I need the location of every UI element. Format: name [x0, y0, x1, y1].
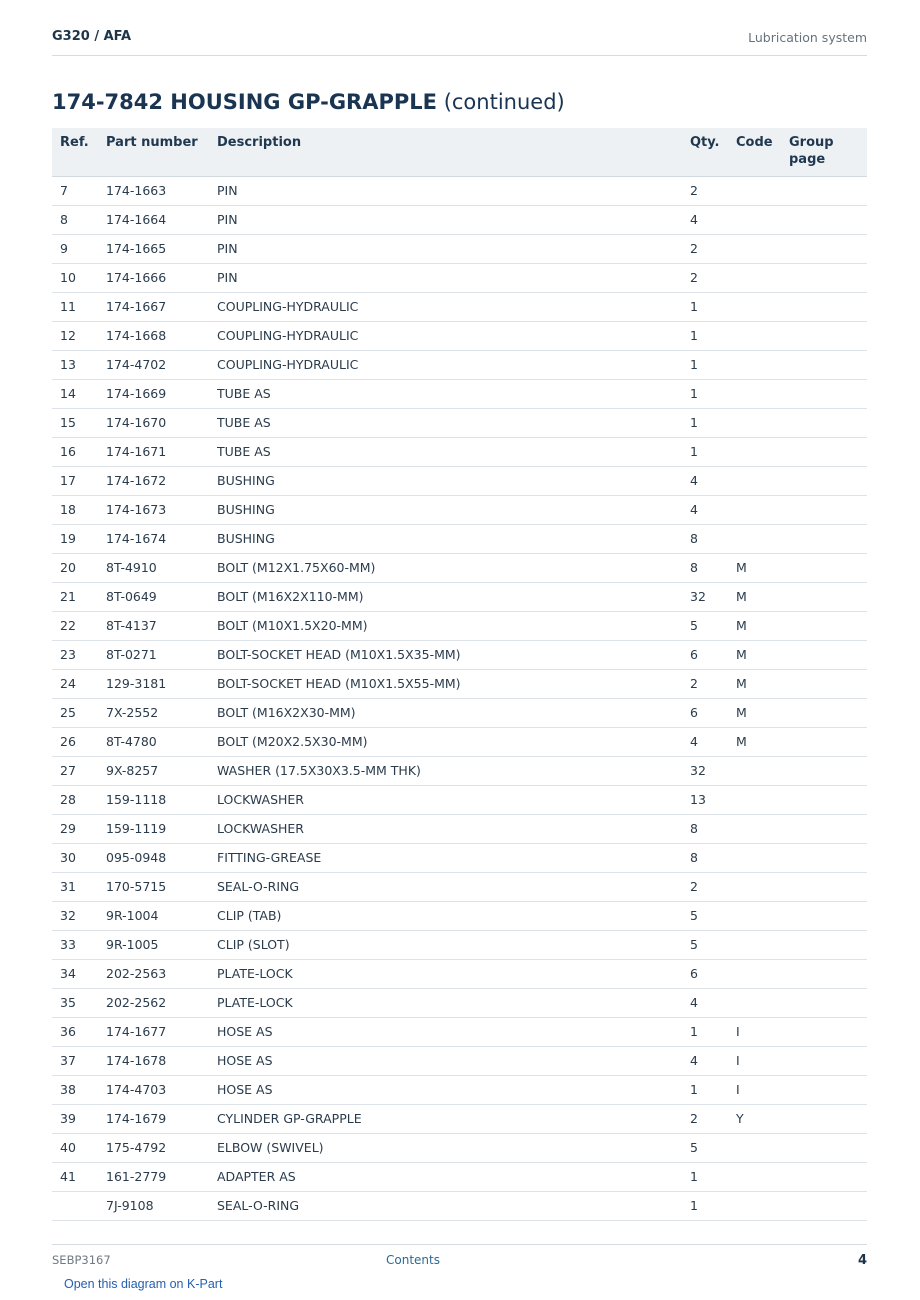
ref-cell: 12 — [52, 321, 106, 350]
part-number-cell: 7X-2552 — [106, 698, 217, 727]
qty-cell: 1 — [690, 1075, 736, 1104]
qty-cell: 6 — [690, 959, 736, 988]
part-number-cell: 8T-4910 — [106, 553, 217, 582]
qty-cell: 8 — [690, 553, 736, 582]
ref-cell: 8 — [52, 205, 106, 234]
code-cell — [736, 234, 789, 263]
group-page-cell — [789, 205, 867, 234]
description-cell: CYLINDER GP-GRAPPLE — [217, 1104, 690, 1133]
qty-cell: 5 — [690, 930, 736, 959]
ref-cell: 40 — [52, 1133, 106, 1162]
group-page-cell — [789, 176, 867, 205]
group-page-cell — [789, 321, 867, 350]
table-row — [52, 263, 867, 292]
qty-cell: 8 — [690, 524, 736, 553]
code-cell: I — [736, 1046, 789, 1075]
table-row — [52, 872, 867, 901]
part-number-cell: 174-1668 — [106, 321, 217, 350]
qty-cell: 8 — [690, 814, 736, 843]
table-row — [52, 1104, 867, 1133]
group-page-cell — [789, 234, 867, 263]
group-page-cell — [789, 988, 867, 1017]
code-cell: M — [736, 582, 789, 611]
part-number-cell: 175-4792 — [106, 1133, 217, 1162]
description-cell: BOLT-SOCKET HEAD (M10X1.5X35-MM) — [217, 640, 690, 669]
group-page-cell — [789, 350, 867, 379]
code-cell: I — [736, 1075, 789, 1104]
qty-cell: 1 — [690, 292, 736, 321]
column-header-qty — [690, 128, 736, 176]
description-cell: BUSHING — [217, 524, 690, 553]
description-cell: WASHER (17.5X30X3.5-MM THK) — [217, 756, 690, 785]
description-cell: LOCKWASHER — [217, 814, 690, 843]
column-header-ref: Ref. — [52, 128, 106, 176]
description-cell: PIN — [217, 205, 690, 234]
part-number-cell: 202-2563 — [106, 959, 217, 988]
description-cell: BUSHING — [217, 495, 690, 524]
ref-cell: 26 — [52, 727, 106, 756]
ref-cell: 11 — [52, 292, 106, 321]
group-page-cell — [789, 640, 867, 669]
description-cell: HOSE AS — [217, 1075, 690, 1104]
part-number-cell: 170-5715 — [106, 872, 217, 901]
code-cell — [736, 350, 789, 379]
part-number-cell: 9R-1004 — [106, 901, 217, 930]
group-page-cell — [789, 1191, 867, 1220]
ref-cell: 34 — [52, 959, 106, 988]
description-cell: TUBE AS — [217, 379, 690, 408]
part-number-cell: 174-1672 — [106, 466, 217, 495]
code-cell — [736, 205, 789, 234]
group-page-cell — [789, 379, 867, 408]
group-page-cell — [789, 756, 867, 785]
table-row — [52, 495, 867, 524]
column-header-group-page: Group page — [789, 128, 867, 176]
ref-cell: 30 — [52, 843, 106, 872]
part-number-cell: 174-4702 — [106, 350, 217, 379]
part-number-cell: 174-1670 — [106, 408, 217, 437]
table-row — [52, 234, 867, 263]
open-kpart-link[interactable]: Open this diagram on K-Part — [64, 1277, 223, 1291]
part-number-cell: 174-1669 — [106, 379, 217, 408]
ref-cell: 39 — [52, 1104, 106, 1133]
table-row — [52, 1133, 867, 1162]
page-number: 4 — [857, 1253, 867, 1268]
part-number-cell: 8T-0649 — [106, 582, 217, 611]
part-number-cell: 7J-9108 — [106, 1191, 217, 1220]
group-page-cell — [789, 901, 867, 930]
code-cell — [736, 959, 789, 988]
part-number-cell: 8T-4137 — [106, 611, 217, 640]
group-page-cell — [789, 959, 867, 988]
code-cell — [736, 1191, 789, 1220]
code-cell: Y — [736, 1104, 789, 1133]
parts-table — [52, 128, 867, 1221]
part-number-cell: 161-2779 — [106, 1162, 217, 1191]
table-row — [52, 1162, 867, 1191]
column-header-part-number: Part number — [106, 128, 217, 176]
group-page-cell — [789, 669, 867, 698]
qty-cell: 2 — [690, 234, 736, 263]
parts-table-body — [52, 176, 867, 1220]
group-page-cell — [789, 437, 867, 466]
description-cell: COUPLING-HYDRAULIC — [217, 350, 690, 379]
qty-cell: 2 — [690, 1104, 736, 1133]
ref-cell: 38 — [52, 1075, 106, 1104]
part-number-cell: 174-1671 — [106, 437, 217, 466]
code-cell — [736, 756, 789, 785]
qty-header-text: Qty. — [690, 135, 720, 150]
part-number-cell: 174-1674 — [106, 524, 217, 553]
code-cell — [736, 785, 789, 814]
ref-cell: 13 — [52, 350, 106, 379]
ref-cell: 21 — [52, 582, 106, 611]
description-cell: HOSE AS — [217, 1046, 690, 1075]
qty-cell: 6 — [690, 640, 736, 669]
table-row — [52, 205, 867, 234]
qty-cell: 6 — [690, 698, 736, 727]
code-cell — [736, 524, 789, 553]
table-row — [52, 727, 867, 756]
ref-cell: 35 — [52, 988, 106, 1017]
code-cell — [736, 466, 789, 495]
qty-cell: 1 — [690, 350, 736, 379]
group-page-cell — [789, 524, 867, 553]
table-header-row — [52, 128, 867, 176]
table-row — [52, 292, 867, 321]
ref-cell: 25 — [52, 698, 106, 727]
part-number-cell: 174-1673 — [106, 495, 217, 524]
table-row — [52, 1191, 867, 1220]
ref-cell: 29 — [52, 814, 106, 843]
group-page-cell — [789, 1104, 867, 1133]
code-cell — [736, 176, 789, 205]
code-cell — [736, 379, 789, 408]
page-footer — [52, 1244, 867, 1295]
description-cell: SEAL-O-RING — [217, 872, 690, 901]
ref-cell: 19 — [52, 524, 106, 553]
part-number-cell: 174-1665 — [106, 234, 217, 263]
description-cell: LOCKWASHER — [217, 785, 690, 814]
page-title — [52, 90, 565, 114]
qty-cell: 13 — [690, 785, 736, 814]
code-cell: M — [736, 669, 789, 698]
ref-cell: 18 — [52, 495, 106, 524]
group-page-cell — [789, 466, 867, 495]
part-number-cell: 174-1666 — [106, 263, 217, 292]
qty-cell: 5 — [690, 901, 736, 930]
part-number-cell: 202-2562 — [106, 988, 217, 1017]
table-row — [52, 408, 867, 437]
ref-cell — [52, 1191, 106, 1220]
table-row — [52, 1046, 867, 1075]
column-header-description: Description — [217, 128, 690, 176]
group-page-cell — [789, 553, 867, 582]
part-number-cell: 174-4703 — [106, 1075, 217, 1104]
table-row — [52, 785, 867, 814]
ref-cell: 28 — [52, 785, 106, 814]
column-header-code: Code — [736, 128, 789, 176]
part-number-cell: 8T-4780 — [106, 727, 217, 756]
part-number-cell: 174-1677 — [106, 1017, 217, 1046]
part-number-cell: 129-3181 — [106, 669, 217, 698]
description-cell: TUBE AS — [217, 437, 690, 466]
description-cell: BOLT (M12X1.75X60-MM) — [217, 553, 690, 582]
group-page-cell — [789, 1133, 867, 1162]
code-cell — [736, 988, 789, 1017]
code-cell — [736, 843, 789, 872]
code-cell: M — [736, 611, 789, 640]
code-cell — [736, 408, 789, 437]
description-cell: COUPLING-HYDRAULIC — [217, 321, 690, 350]
ref-cell: 24 — [52, 669, 106, 698]
description-cell: BOLT-SOCKET HEAD (M10X1.5X55-MM) — [217, 669, 690, 698]
group-page-cell — [789, 495, 867, 524]
qty-cell: 4 — [690, 1046, 736, 1075]
group-page-cell — [789, 1046, 867, 1075]
code-cell: M — [736, 553, 789, 582]
section-label: Lubrication system — [748, 30, 867, 45]
description-cell: PLATE-LOCK — [217, 988, 690, 1017]
table-row — [52, 321, 867, 350]
description-cell: BOLT (M16X2X30-MM) — [217, 698, 690, 727]
qty-cell: 4 — [690, 988, 736, 1017]
ref-cell: 9 — [52, 234, 106, 263]
qty-cell: 1 — [690, 437, 736, 466]
qty-cell: 4 — [690, 727, 736, 756]
ref-cell: 37 — [52, 1046, 106, 1075]
part-number-cell: 9R-1005 — [106, 930, 217, 959]
qty-cell: 5 — [690, 611, 736, 640]
table-row — [52, 843, 867, 872]
group-page-cell — [789, 582, 867, 611]
description-cell: CLIP (TAB) — [217, 901, 690, 930]
page-header — [52, 28, 867, 56]
ref-cell: 7 — [52, 176, 106, 205]
description-cell: PLATE-LOCK — [217, 959, 690, 988]
group-page-cell — [789, 1017, 867, 1046]
qty-cell: 4 — [690, 466, 736, 495]
table-row — [52, 582, 867, 611]
ref-cell: 17 — [52, 466, 106, 495]
code-cell: M — [736, 727, 789, 756]
description-cell: CLIP (SLOT) — [217, 930, 690, 959]
description-cell: ADAPTER AS — [217, 1162, 690, 1191]
part-number-cell: 8T-0271 — [106, 640, 217, 669]
description-cell: BOLT (M20X2.5X30-MM) — [217, 727, 690, 756]
description-cell: BOLT (M10X1.5X20-MM) — [217, 611, 690, 640]
part-number-cell: 095-0948 — [106, 843, 217, 872]
code-cell — [736, 321, 789, 350]
description-cell: BUSHING — [217, 466, 690, 495]
table-row — [52, 959, 867, 988]
ref-cell: 15 — [52, 408, 106, 437]
code-cell — [736, 292, 789, 321]
code-cell — [736, 437, 789, 466]
ref-cell: 31 — [52, 872, 106, 901]
description-cell: SEAL-O-RING — [217, 1191, 690, 1220]
qty-cell: 1 — [690, 379, 736, 408]
qty-cell: 8 — [690, 843, 736, 872]
code-cell — [736, 1133, 789, 1162]
qty-cell: 1 — [690, 1162, 736, 1191]
part-number-cell: 174-1664 — [106, 205, 217, 234]
qty-cell: 32 — [690, 582, 736, 611]
code-cell — [736, 901, 789, 930]
qty-cell: 2 — [690, 176, 736, 205]
group-page-cell — [789, 785, 867, 814]
description-cell: PIN — [217, 234, 690, 263]
description-cell: FITTING-GREASE — [217, 843, 690, 872]
qty-cell: 5 — [690, 1133, 736, 1162]
qty-cell: 4 — [690, 205, 736, 234]
code-cell — [736, 263, 789, 292]
ref-cell: 41 — [52, 1162, 106, 1191]
table-row — [52, 611, 867, 640]
group-page-cell — [789, 408, 867, 437]
qty-cell: 2 — [690, 263, 736, 292]
description-cell: PIN — [217, 176, 690, 205]
ref-cell: 27 — [52, 756, 106, 785]
group-page-cell — [789, 872, 867, 901]
qty-cell: 2 — [690, 872, 736, 901]
group-page-cell — [789, 292, 867, 321]
code-cell — [736, 872, 789, 901]
table-row — [52, 814, 867, 843]
ref-cell: 16 — [52, 437, 106, 466]
code-cell: I — [736, 1017, 789, 1046]
part-number-cell: 9X-8257 — [106, 756, 217, 785]
table-row — [52, 553, 867, 582]
part-number-cell: 159-1118 — [106, 785, 217, 814]
code-cell — [736, 1162, 789, 1191]
table-row — [52, 437, 867, 466]
part-number-cell: 174-1679 — [106, 1104, 217, 1133]
table-row — [52, 930, 867, 959]
group-page-cell — [789, 1162, 867, 1191]
table-row — [52, 466, 867, 495]
group-page-cell — [789, 727, 867, 756]
code-cell: M — [736, 640, 789, 669]
description-cell: ELBOW (SWIVEL) — [217, 1133, 690, 1162]
group-page-cell — [789, 263, 867, 292]
ref-cell: 32 — [52, 901, 106, 930]
table-row — [52, 901, 867, 930]
table-row — [52, 640, 867, 669]
code-cell — [736, 930, 789, 959]
continued-label: (continued) — [443, 90, 565, 114]
description-cell: HOSE AS — [217, 1017, 690, 1046]
model-label: G320 / AFA — [52, 29, 132, 44]
table-row — [52, 669, 867, 698]
ref-cell: 22 — [52, 611, 106, 640]
contents-link[interactable]: Contents — [386, 1253, 440, 1267]
part-number-cell: 174-1678 — [106, 1046, 217, 1075]
code-cell — [736, 495, 789, 524]
table-row — [52, 756, 867, 785]
ref-cell: 10 — [52, 263, 106, 292]
table-row — [52, 176, 867, 205]
ref-cell: 36 — [52, 1017, 106, 1046]
ref-cell: 33 — [52, 930, 106, 959]
qty-cell: 1 — [690, 408, 736, 437]
document-id: SEBP3167 — [52, 1253, 111, 1267]
description-cell: PIN — [217, 263, 690, 292]
qty-cell: 1 — [690, 321, 736, 350]
group-page-cell — [789, 1075, 867, 1104]
table-row — [52, 524, 867, 553]
ref-cell: 23 — [52, 640, 106, 669]
group-page-cell — [789, 843, 867, 872]
part-number-cell: 159-1119 — [106, 814, 217, 843]
assembly-title: 174-7842 HOUSING GP-GRAPPLE — [52, 90, 437, 114]
table-row — [52, 1017, 867, 1046]
description-cell: TUBE AS — [217, 408, 690, 437]
group-page-cell — [789, 930, 867, 959]
qty-cell: 2 — [690, 669, 736, 698]
code-cell — [736, 814, 789, 843]
group-page-cell — [789, 698, 867, 727]
group-page-cell — [789, 611, 867, 640]
part-number-cell: 174-1667 — [106, 292, 217, 321]
table-row — [52, 988, 867, 1017]
part-number-cell: 174-1663 — [106, 176, 217, 205]
qty-cell: 1 — [690, 1017, 736, 1046]
table-row — [52, 1075, 867, 1104]
table-row — [52, 698, 867, 727]
description-cell: COUPLING-HYDRAULIC — [217, 292, 690, 321]
qty-cell: 4 — [690, 495, 736, 524]
qty-cell: 1 — [690, 1191, 736, 1220]
qty-cell: 32 — [690, 756, 736, 785]
table-row — [52, 350, 867, 379]
ref-cell: 14 — [52, 379, 106, 408]
ref-cell: 20 — [52, 553, 106, 582]
description-cell: BOLT (M16X2X110-MM) — [217, 582, 690, 611]
code-cell: M — [736, 698, 789, 727]
table-row — [52, 379, 867, 408]
group-page-cell — [789, 814, 867, 843]
